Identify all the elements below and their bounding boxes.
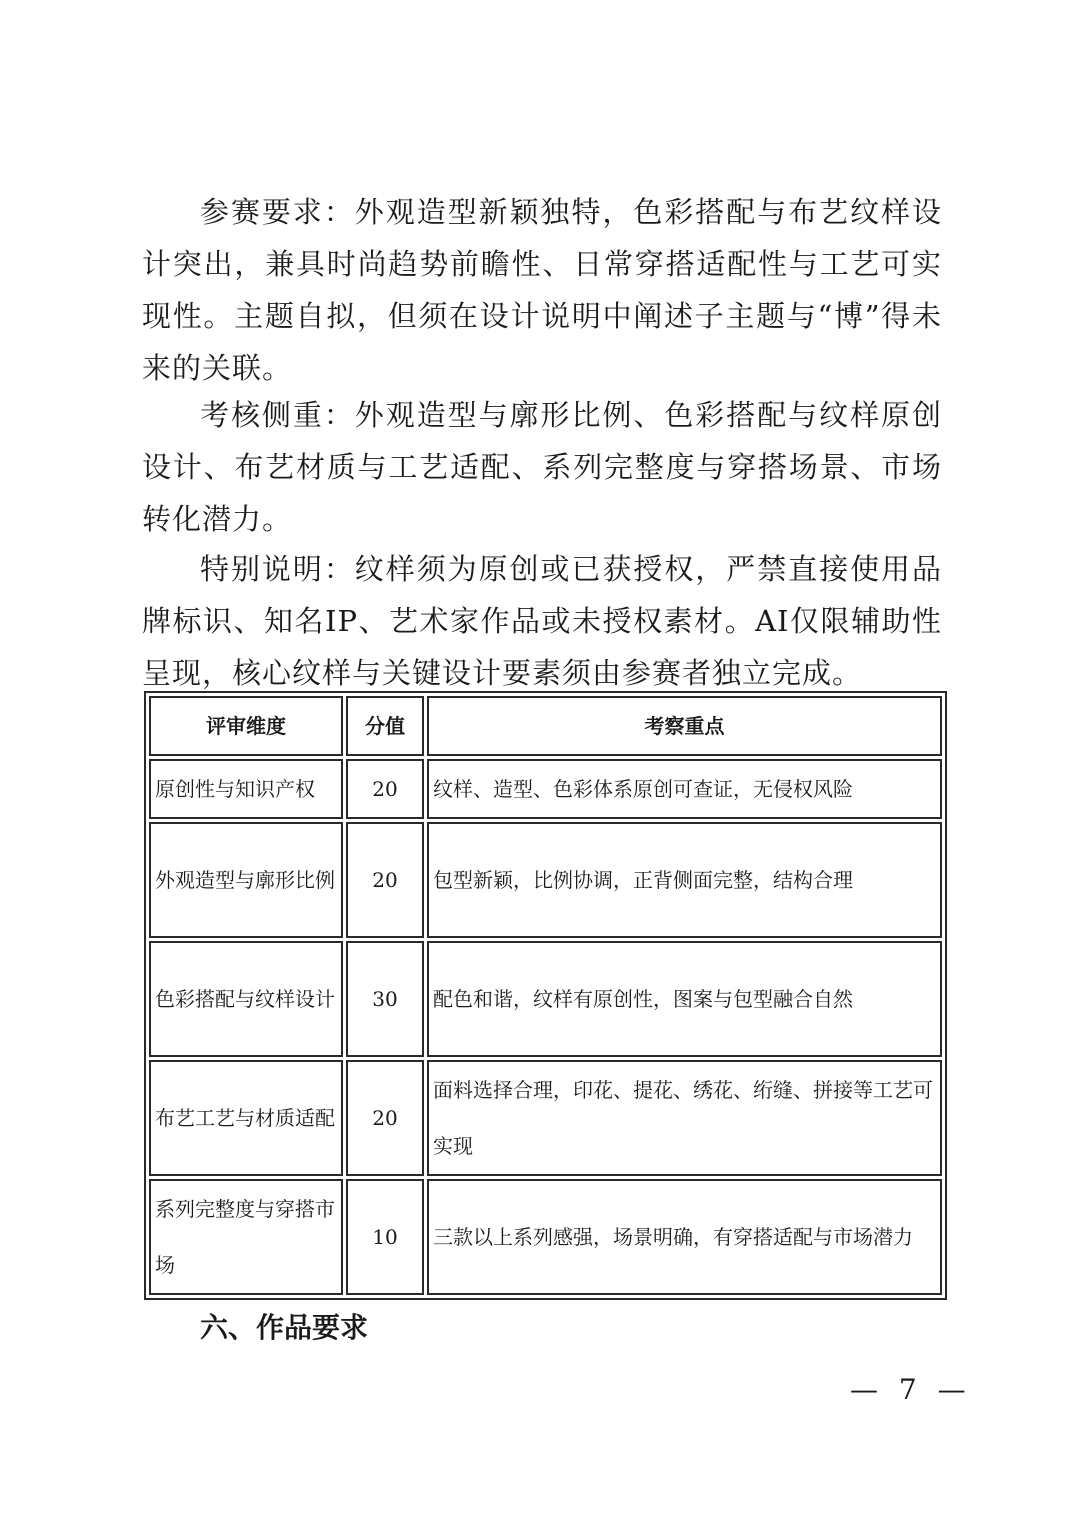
header-dimension: 评审维度 (149, 696, 343, 756)
paragraph-requirements: 参赛要求：外观造型新颖独特，色彩搭配与布艺纹样设计突出，兼具时尚趋势前瞻性、日常穿搭适配性与工艺可实现性。主题自拟，但须在设计说明中阐述子主题与“博”得未来的关联。 (142, 195, 942, 385)
header-score: 分值 (346, 696, 424, 756)
table-header-row (149, 696, 942, 756)
cell-score: 20 (346, 759, 424, 819)
table-row (149, 822, 942, 938)
cell-focus: 包型新颖，比例协调，正背侧面完整，结构合理 (427, 822, 942, 938)
cell-dimension: 色彩搭配与纹样设计 (149, 941, 343, 1057)
table-row (149, 1060, 942, 1176)
cell-focus: 三款以上系列感强，场景明确，有穿搭适配与市场潜力 (427, 1179, 942, 1295)
cell-focus: 纹样、造型、色彩体系原创可查证，无侵权风险 (427, 759, 942, 819)
cell-focus: 配色和谐，纹样有原创性，图案与包型融合自然 (427, 941, 942, 1057)
section-heading: 六、作品要求 (200, 1311, 369, 1344)
table-row (149, 941, 942, 1057)
scoring-table (144, 691, 947, 1300)
cell-score: 10 (346, 1179, 424, 1295)
cell-score: 20 (346, 1060, 424, 1176)
cell-focus: 面料选择合理，印花、提花、绣花、绗缝、拼接等工艺可实现 (427, 1060, 942, 1176)
table-row (149, 1179, 942, 1295)
cell-dimension: 布艺工艺与材质适配 (149, 1060, 343, 1176)
page-number: — 7 — (850, 1373, 972, 1406)
header-focus: 考察重点 (427, 696, 942, 756)
cell-dimension: 外观造型与廓形比例 (149, 822, 343, 938)
table-row (149, 759, 942, 819)
cell-score: 20 (346, 822, 424, 938)
cell-dimension: 原创性与知识产权 (149, 759, 343, 819)
paragraph-special-notes: 特别说明：纹样须为原创或已获授权，严禁直接使用品牌标识、知名IP、艺术家作品或未授权素材。AI仅限辅助性呈现，核心纹样与关键设计要素须由参赛者独立完成。 (142, 552, 942, 690)
cell-dimension: 系列完整度与穿搭市场 (149, 1179, 343, 1295)
cell-score: 30 (346, 941, 424, 1057)
paragraph-assessment-focus: 考核侧重：外观造型与廓形比例、色彩搭配与纹样原创设计、布艺材质与工艺适配、系列完整度与穿搭场景、市场转化潜力。 (142, 398, 942, 536)
